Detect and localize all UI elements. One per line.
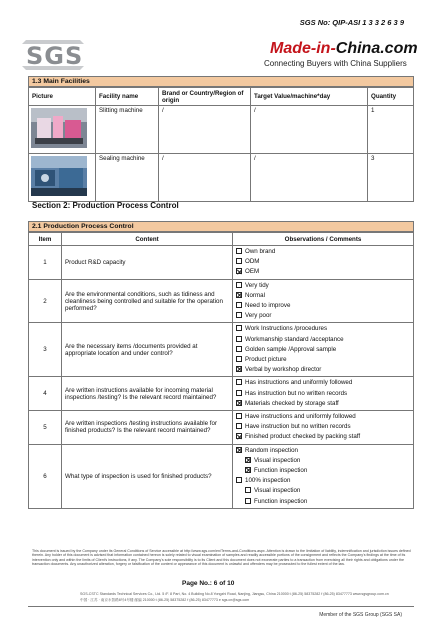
option-label: Function inspection: [254, 497, 308, 505]
main-facilities-title: 1.3 Main Facilities: [28, 76, 414, 87]
facility-name: Sealing machine: [96, 154, 159, 202]
option-label: Visual inspection: [254, 487, 301, 495]
option-label: Work Instructions /procedures: [245, 325, 328, 333]
checkbox[interactable]: [236, 302, 242, 308]
checkbox[interactable]: [236, 346, 242, 352]
option-label: Visual inspection: [254, 456, 301, 464]
facility-target: /: [251, 154, 368, 202]
observation-option: [236, 301, 410, 311]
col-content: Content: [62, 233, 233, 246]
observation-option: [236, 355, 410, 365]
process-row: [29, 246, 414, 280]
observation-option: [236, 281, 410, 291]
process-header-row: [29, 233, 414, 246]
sgs-logo-text: SGS: [26, 42, 84, 70]
checkbox[interactable]: [236, 282, 242, 288]
process-observations: [233, 444, 414, 508]
checked-checkbox[interactable]: [245, 457, 251, 463]
process-content: Are the necessary items /documents provided at appropriate location and under control?: [62, 323, 233, 377]
option-label: Own brand: [245, 248, 276, 255]
col-target: Target Value/machine*day: [251, 88, 368, 106]
observation-option: [236, 389, 410, 399]
section2-heading: Section 2: Production Process Control: [32, 201, 179, 210]
checkbox[interactable]: [236, 379, 242, 385]
process-content: What type of inspection is used for finished products?: [62, 444, 233, 508]
process-content: Are written instructions available for incoming material inspections /testing? Is the relevant record maintained?: [62, 377, 233, 411]
facility-picture: [29, 154, 96, 202]
observation-option: [236, 399, 410, 409]
checked-checkbox[interactable]: [245, 467, 251, 473]
process-row: [29, 279, 414, 323]
process-observations: [233, 377, 414, 411]
option-label: ODM: [245, 258, 260, 266]
col-quantity: Quantity: [368, 88, 414, 106]
process-item-number: 6: [29, 444, 62, 508]
checked-checkbox[interactable]: [236, 447, 242, 453]
col-item: Item: [29, 233, 62, 246]
observation-option: [236, 486, 410, 496]
col-picture: Picture: [29, 88, 96, 106]
facility-picture: [29, 106, 96, 154]
checkbox[interactable]: [236, 390, 242, 396]
observation-option: [236, 247, 410, 257]
checkbox[interactable]: [236, 356, 242, 362]
observation-option: [236, 345, 410, 355]
option-label: OEM: [245, 268, 260, 276]
checkbox[interactable]: [236, 477, 242, 483]
observation-option: [236, 378, 410, 388]
observation-option: [236, 497, 410, 507]
checkbox[interactable]: [245, 487, 251, 493]
process-item-number: 4: [29, 377, 62, 411]
facility-quantity: 1: [368, 106, 414, 154]
checked-checkbox[interactable]: [236, 433, 242, 439]
observation-option: [236, 311, 410, 321]
checkbox[interactable]: [236, 336, 242, 342]
observation-option: [236, 476, 410, 486]
main-facilities-section: [28, 76, 414, 202]
observation-option: [236, 446, 410, 456]
option-label: Verbal by workshop director: [245, 366, 322, 374]
observation-option: [236, 466, 410, 476]
observation-option: [236, 324, 410, 334]
facilities-header-row: [29, 88, 414, 106]
checked-checkbox[interactable]: [236, 292, 242, 298]
option-label: Random inspection: [245, 446, 298, 454]
option-label: Very poor: [245, 312, 272, 320]
sgs-logo: [20, 38, 86, 72]
checked-checkbox[interactable]: [236, 268, 242, 274]
footer-address-en: SGS-CSTC Standards Technical Services Co., Ltd. 5 /F. 8 Part, No. 4 Building No.8 Yongzhi Road, Nanjing, Jiangsu, China 210000 t (86-25) 58375282 f (86-25) 83477773 www.sgsgroup.com.cn: [80, 592, 389, 596]
observation-option: [236, 456, 410, 466]
slitting-machine-photo: [31, 108, 87, 148]
col-facility-name: Facility name: [96, 88, 159, 106]
mic-tagline: Connecting Buyers with China Suppliers: [264, 59, 407, 68]
checkbox[interactable]: [236, 312, 242, 318]
option-label: Product picture: [245, 356, 287, 364]
made-in-china-logo: [270, 40, 418, 58]
option-label: Very tidy: [245, 281, 269, 289]
checkbox[interactable]: [236, 413, 242, 419]
option-label: Golden sample /Approval sample: [245, 345, 337, 353]
facility-brand: /: [159, 154, 251, 202]
facility-row: [29, 154, 414, 202]
process-observations: [233, 411, 414, 445]
observation-option: [236, 365, 410, 375]
process-observations: [233, 323, 414, 377]
disclaimer-text: This document is issued by the Company under its General Conditions of Service accessible at http://www.sgs.com/en/Terms-and-Conditions.aspx. Attention is drawn to the limitation of liability, indemnification and jurisdiction issues defined therein. Any holder of this document is advised that information contained hereon is solely related to visual examination of samples and readily accessible portions of the consignment and reflects the Company's findings at the time of its intervention only and within the limits of Client's instructions, if any. The Company's sole responsibility is to its Client and this document does not exonerate parties to a transaction from exercising all their rights and obligations under the transaction documents. Any unauthorized alteration, forgery or falsification of the content or appearance of this document is unlawful and offenders may be prosecuted to the fullest extent of the law.: [32, 549, 411, 566]
process-row: [29, 411, 414, 445]
checkbox[interactable]: [236, 248, 242, 254]
option-label: Workmanship standard /acceptance: [245, 335, 344, 343]
option-label: Has instruction but no written records: [245, 389, 348, 397]
process-item-number: 2: [29, 279, 62, 323]
option-label: Have instruction but no written records: [245, 423, 351, 431]
observation-option: [236, 257, 410, 267]
observation-option: [236, 335, 410, 345]
process-observations: [233, 246, 414, 280]
report-number: SGS No: QIP-ASI 1 3 3 2 6 3 9: [299, 18, 404, 27]
checkbox[interactable]: [236, 423, 242, 429]
process-observations: [233, 279, 414, 323]
option-label: Have instructions and uniformly followed: [245, 413, 356, 421]
main-facilities-table: [28, 87, 414, 202]
footer-address: [80, 591, 389, 603]
footer-address-cn: 中国 · 江苏 · 南京永智路8号4号楼 邮编 210000 t (86-25) 58375282 f (86-25) 83477773 e sgs.cn@sgs.com: [80, 598, 250, 602]
observation-option: [236, 412, 410, 422]
checkbox[interactable]: [236, 258, 242, 264]
page-number: Page No.: 6 of 10: [182, 580, 235, 587]
observation-option: [236, 267, 410, 277]
facility-target: /: [251, 106, 368, 154]
checked-checkbox[interactable]: [236, 366, 242, 372]
process-row: [29, 377, 414, 411]
mic-logo-made: Made-in-: [270, 40, 336, 57]
mic-logo-china: China.com: [335, 40, 418, 57]
observation-option: [236, 422, 410, 432]
process-control-section: [28, 221, 414, 509]
col-brand: Brand or Country/Region of origin: [159, 88, 251, 106]
facility-quantity: 3: [368, 154, 414, 202]
facility-row: [29, 106, 414, 154]
checked-checkbox[interactable]: [236, 400, 242, 406]
option-label: Has instructions and uniformly followed: [245, 379, 353, 387]
process-control-title: 2.1 Production Process Control: [28, 221, 414, 232]
facility-brand: /: [159, 106, 251, 154]
process-item-number: 1: [29, 246, 62, 280]
checkbox[interactable]: [245, 498, 251, 504]
checkbox[interactable]: [236, 325, 242, 331]
sealing-machine-photo: [31, 156, 87, 196]
option-label: Need to improve: [245, 302, 291, 310]
option-label: Function inspection: [254, 467, 308, 475]
process-row: [29, 323, 414, 377]
sgs-member-note: Member of the SGS Group (SGS SA): [319, 612, 402, 618]
facility-name: Slitting machine: [96, 106, 159, 154]
option-label: Finished product checked by packing staff: [245, 433, 361, 441]
process-item-number: 3: [29, 323, 62, 377]
process-content: Are the environmental conditions, such as tidiness and cleanliness being controlled and suitable for the operation performed?: [62, 279, 233, 323]
observation-option: [236, 291, 410, 301]
option-label: 100% inspection: [245, 477, 291, 485]
process-row: [29, 444, 414, 508]
option-label: Normal: [245, 291, 265, 299]
process-control-table: [28, 232, 414, 509]
process-content: Are written inspections /testing instructions available for finished products? Is the relevant record maintained?: [62, 411, 233, 445]
process-item-number: 5: [29, 411, 62, 445]
footer-divider: [28, 606, 414, 607]
col-observations: Observations / Comments: [233, 233, 414, 246]
process-content: Product R&D capacity: [62, 246, 233, 280]
observation-option: [236, 432, 410, 442]
option-label: Materials checked by storage staff: [245, 399, 339, 407]
